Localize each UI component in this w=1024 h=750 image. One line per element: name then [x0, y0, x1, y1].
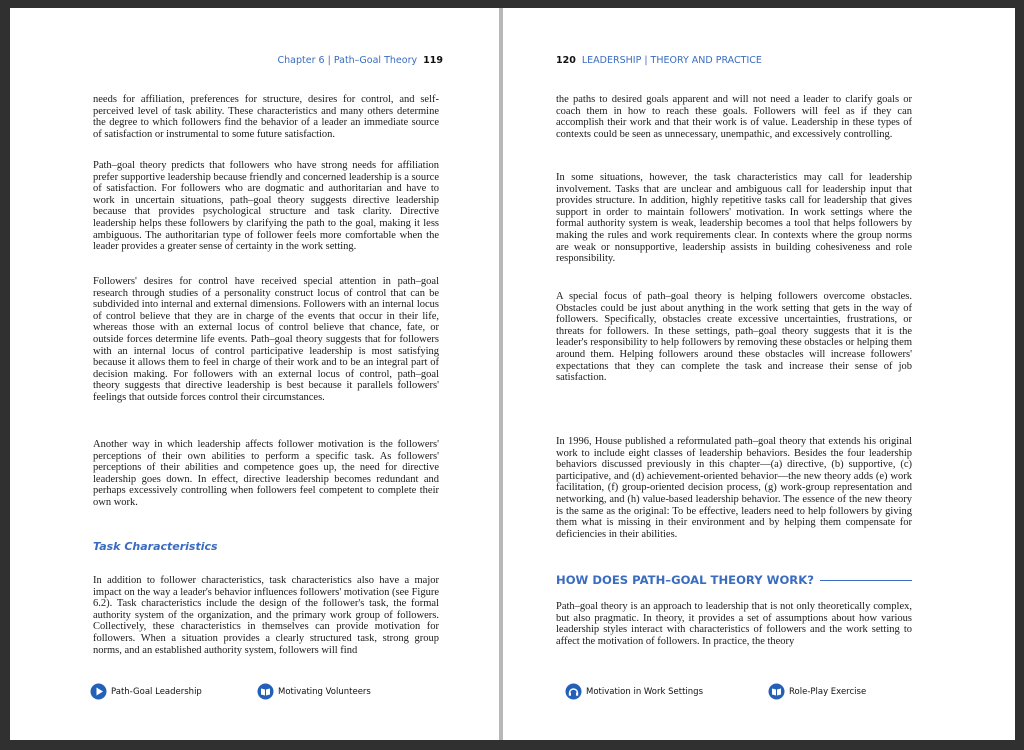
right-page — [503, 8, 1015, 740]
heading-rule — [820, 580, 912, 581]
task-characteristics-heading: Task Characteristics — [93, 540, 218, 553]
footer-link-label: Motivation in Work Settings — [586, 686, 703, 697]
footer-link-label: Motivating Volunteers — [278, 686, 371, 697]
section-heading-text: HOW DOES PATH–GOAL THEORY WORK? — [556, 573, 814, 587]
right-page-header — [556, 55, 762, 66]
left-paragraph-3: Followers' desires for control have received special attention in path–goal research through studies of a personality construct locus of control that can be subdivided into internal and external dimensions. Followers with an internal locus of control believe that they are in charge of the events that occur in their life, whereas those with an external locus of control believe that chance, fate, or outside forces determine life events. Path–goal theory suggests that for followers with an internal locus of control participative leadership is most satisfying because it allows them to feel in charge of their work and to be an integral part of decision making. For followers with an external locus of control, path–goal theory suggests that directive leadership is best because it parallels followers' feelings that outside forces control their circumstances. — [93, 276, 439, 403]
footer-link-motivating-volunteers[interactable] — [257, 683, 371, 700]
right-paragraph-2: In some situations, however, the task characteristics may call for leadership involvement. Tasks that are unclear and ambiguous call for leadership input that provides structure. In addition, highly repetitive tasks call for leadership that gives support in order to maintain followers' motivation. In work settings where the formal authority system is weak, leadership becomes a tool that helps followers by making the rules and work requirements clear. In contexts where the group norms are weak or nonsupportive, leadership assists in building cohesiveness and role responsibility. — [556, 172, 912, 265]
left-paragraph-2: Path–goal theory predicts that followers who have strong needs for affiliation prefer supportive leadership because friendly and concerned leadership is a source of satisfaction. For followers who are dogmatic and authoritarian and have to work in uncertain situations, path–goal theory suggests directive leadership because that provides psychological structure and task clarity. Directive leadership helps these followers by clarifying the path to the goal, making it less ambiguous. The authoritarian type of follower feels more comfortable when the leader provides a greater sense of certainty in the work setting. — [93, 160, 439, 253]
left-page-header — [278, 55, 443, 66]
left-paragraph-1: needs for affiliation, preferences for structure, desires for control, and self-perceived level of task ability. These characteristics and many others determine the degree to which followers find the behavior of a leader an immediate source of satisfaction or instrumental to some future satisfaction. — [93, 94, 439, 140]
footer-link-motivation-in-work-settings[interactable] — [565, 683, 703, 700]
right-paragraph-3: A special focus of path–goal theory is helping followers overcome obstacles. Obstacles could be just about anything in the work setting that gets in the way of followers. Specifically, obstacles create excessive uncertainties, frustrations, or threats for followers. In these settings, path–goal theory suggests that it is the leader's responsibility to help followers by removing these obstacles or helping them around them. Helping followers around these obstacles will increase followers' expectations that they can complete the task and increase their sense of job satisfaction. — [556, 291, 912, 384]
left-page-number: 119 — [423, 55, 443, 66]
book-title: LEADERSHIP | THEORY AND PRACTICE — [581, 55, 762, 66]
right-paragraph-1: the paths to desired goals apparent and will not need a leader to clarify goals or coach them in how to reach these goals. Followers will feel as if they can accomplish their work and that their work is of value. Leadership in these types of contexts could be seen as unnecessary, unempathic, and excessively controlling. — [556, 94, 912, 140]
chapter-title: Chapter 6 | Path–Goal Theory — [277, 55, 418, 66]
footer-link-label: Path-Goal Leadership — [111, 686, 202, 697]
footer-link-label: Role-Play Exercise — [789, 686, 867, 697]
left-paragraph-4: Another way in which leadership affects follower motivation is the followers' perceptions of their own abilities to perform a specific task. As followers' perceptions of their abilities and competence goes up, the need for directive leadership goes down. In effect, directive leadership becomes redundant and perhaps excessively controlling when followers feel competent to complete their own work. — [93, 439, 439, 508]
book-circle-icon — [768, 683, 785, 700]
right-page-number: 120 — [556, 55, 576, 66]
book-circle-icon — [257, 683, 274, 700]
right-paragraph-4: In 1996, House published a reformulated path–goal theory that extends his original work to include eight classes of leadership behaviors. Besides the four leadership behaviors discussed previously in this chapter—(a) directive, (b) supportive, (c) participative, and (d) achievement-oriented behavior—the new theory adds (e) work facilitation, (f) group-oriented decision process, (g) work-group representation and networking, and (h) value-based leadership behavior. The essence of the new theory is the same as the original: To be effective, leaders need to help followers by giving them what is missing in their environment and by helping them compensate for deficiencies in their abilities. — [556, 436, 912, 540]
task-characteristics-paragraph: In addition to follower characteristics, task characteristics also have a major impact on the way a leader's behavior influences followers' motivation (see Figure 6.2). Task characteristics include the design of the follower's task, the formal authority system of the organization, and the primary work group of followers. Collectively, these characteristics in themselves can provide motivation for followers. When a situation provides a clearly structured task, strong group norms, and an established authority system, followers will find — [93, 575, 439, 656]
footer-link-path-goal-leadership[interactable] — [90, 683, 202, 700]
how-does-it-work-heading — [556, 573, 912, 587]
footer-link-role-play-exercise[interactable] — [768, 683, 866, 700]
left-page — [10, 8, 499, 740]
section-paragraph: Path–goal theory is an approach to leadership that is not only theoretically complex, but also pragmatic. In theory, it provides a set of assumptions about how various leadership styles interact with characteristics of followers and the work setting to affect the motivation of followers. In practice, the theory — [556, 601, 912, 647]
audio-circle-icon — [565, 683, 582, 700]
play-circle-icon — [90, 683, 107, 700]
